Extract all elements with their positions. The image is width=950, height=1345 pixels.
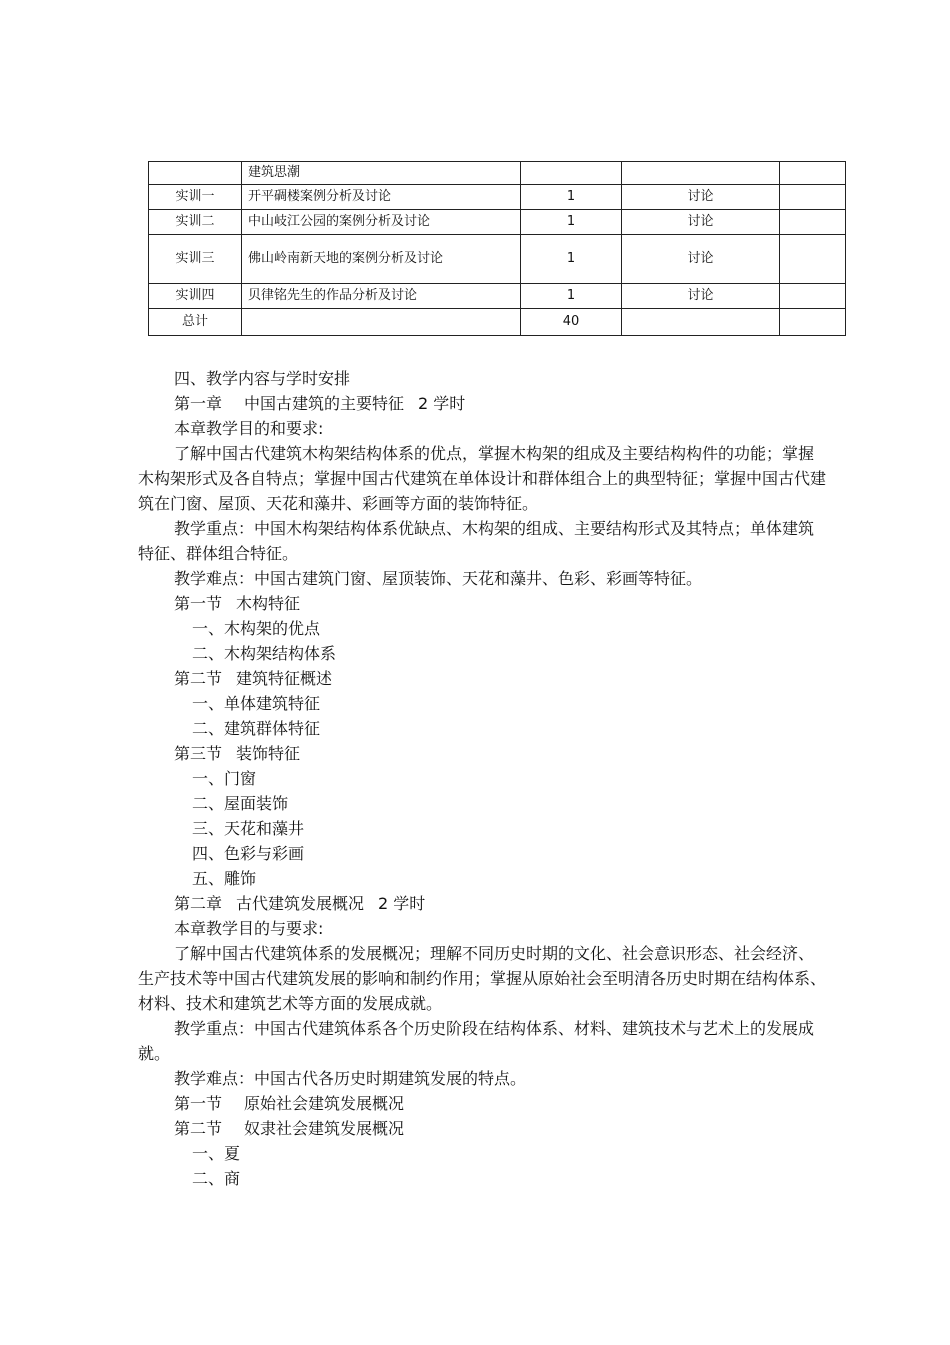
key-points: 教学重点：中国木构架结构体系优缺点、木构架的组成、主要结构形式及其特点；单体建筑特征、群体组合特征。 (138, 519, 815, 563)
cell-topic: 开平碉楼案例分析及讨论 (242, 185, 521, 210)
list-item: 二、建筑群体特征 (192, 719, 321, 738)
table-row (149, 162, 846, 185)
section-label: 第一节 (174, 1094, 223, 1113)
list-item: 五、雕饰 (192, 869, 257, 888)
table-row (149, 210, 846, 235)
cell-note (780, 210, 846, 235)
section-heading: 四、教学内容与学时安排 (174, 369, 351, 388)
list-item: 一、单体建筑特征 (192, 694, 321, 713)
cell-note (780, 235, 846, 284)
cell-hours: 1 (521, 284, 622, 309)
chapter-goal-label: 本章教学目的和要求: (174, 419, 324, 438)
section-label: 第三节 (174, 744, 223, 763)
cell-method: 讨论 (622, 210, 780, 235)
cell-code: 实训一 (149, 185, 242, 210)
section-name: 木构特征 (236, 594, 301, 613)
cell-topic: 佛山岭南新天地的案例分析及讨论 (242, 235, 521, 284)
chapter-label: 第一章 (174, 394, 223, 413)
section-title (138, 1116, 828, 1141)
table-row-total (149, 309, 846, 336)
table-row (149, 235, 846, 284)
section-label: 第二节 (174, 669, 223, 688)
chapter-goal-text: 了解中国古代建筑木构架结构体系的优点，掌握木构架的组成及主要结构构件的功能；掌握木构架形式及各自特点；掌握中国古代建筑在单体设计和群体组合上的典型特征；掌握中国古代建筑在门窗、屋顶、天花和藻井、彩画等方面的装饰特征。 (138, 444, 827, 513)
chapter-goal-text: 了解中国古代建筑体系的发展概况；理解不同历史时期的文化、社会意识形态、社会经济、生产技术等中国古代建筑发展的影响和制约作用；掌握从原始社会至明清各历史时期在结构体系、材料、技术和建筑艺术等方面的发展成就。 (138, 944, 827, 1013)
section-title (138, 666, 828, 691)
section-title (138, 741, 828, 766)
cell-code: 实训三 (149, 235, 242, 284)
difficulties: 教学难点：中国古代各历史时期建筑发展的特点。 (174, 1069, 527, 1088)
cell-topic: 贝律铭先生的作品分析及讨论 (242, 284, 521, 309)
cell-hours: 1 (521, 185, 622, 210)
chapter-hours: 2 学时 (418, 394, 466, 413)
cell-code: 总计 (149, 309, 242, 336)
cell-note (780, 284, 846, 309)
difficulties: 教学难点：中国古建筑门窗、屋顶装饰、天花和藻井、色彩、彩画等特征。 (174, 569, 703, 588)
section-title (138, 591, 828, 616)
list-item: 三、天花和藻井 (192, 819, 305, 838)
cell-note (780, 309, 846, 336)
cell-topic: 中山岐江公园的案例分析及讨论 (242, 210, 521, 235)
key-points: 教学重点：中国古代建筑体系各个历史阶段在结构体系、材料、建筑技术与艺术上的发展成就。 (138, 1019, 815, 1063)
cell-hours: 40 (521, 309, 622, 336)
chapter-hours: 2 学时 (378, 894, 426, 913)
section-name: 原始社会建筑发展概况 (244, 1094, 405, 1113)
list-item: 四、色彩与彩画 (192, 844, 305, 863)
cell-code (149, 162, 242, 185)
section-title (138, 1091, 828, 1116)
cell-method: 讨论 (622, 284, 780, 309)
list-item: 一、门窗 (192, 769, 257, 788)
chapter-goal-label: 本章教学目的与要求: (174, 919, 324, 938)
cell-method (622, 162, 780, 185)
section-name: 建筑特征概述 (236, 669, 333, 688)
cell-method: 讨论 (622, 185, 780, 210)
chapter-name: 古代建筑发展概况 (236, 894, 365, 913)
list-item: 一、木构架的优点 (192, 619, 321, 638)
chapter-2-title (138, 891, 828, 916)
cell-code: 实训二 (149, 210, 242, 235)
document-body (138, 366, 828, 1191)
cell-topic: 建筑思潮 (242, 162, 521, 185)
section-name: 装饰特征 (236, 744, 301, 763)
cell-hours (521, 162, 622, 185)
list-item: 二、商 (192, 1169, 241, 1188)
chapter-name: 中国古建筑的主要特征 (244, 394, 405, 413)
cell-topic (242, 309, 521, 336)
cell-hours: 1 (521, 210, 622, 235)
section-name: 奴隶社会建筑发展概况 (244, 1119, 405, 1138)
list-item: 二、木构架结构体系 (192, 644, 337, 663)
table-row (149, 284, 846, 309)
cell-note (780, 162, 846, 185)
hours-table (148, 161, 846, 336)
table-row (149, 185, 846, 210)
cell-method (622, 309, 780, 336)
list-item: 二、屋面装饰 (192, 794, 289, 813)
list-item: 一、夏 (192, 1144, 241, 1163)
cell-hours: 1 (521, 235, 622, 284)
cell-code: 实训四 (149, 284, 242, 309)
section-label: 第二节 (174, 1119, 223, 1138)
chapter-label: 第二章 (174, 894, 223, 913)
chapter-1-title (138, 391, 828, 416)
section-label: 第一节 (174, 594, 223, 613)
cell-method: 讨论 (622, 235, 780, 284)
cell-note (780, 185, 846, 210)
